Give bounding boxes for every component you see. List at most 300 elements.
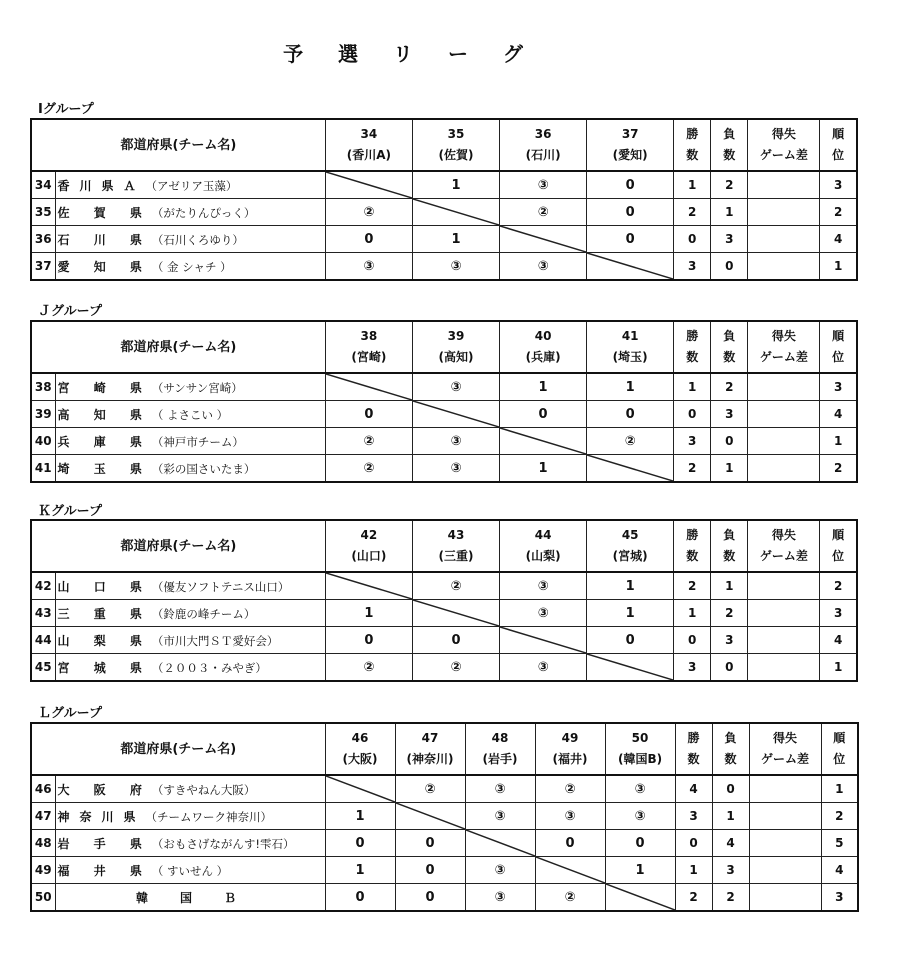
match-result: ③	[535, 803, 605, 830]
game-diff-cell	[748, 226, 820, 253]
losses-header-line: 負	[723, 127, 736, 141]
table-row	[31, 455, 857, 483]
team-cell	[55, 373, 325, 401]
match-result: 1	[500, 455, 587, 483]
prefecture-name: 大 阪 府	[57, 782, 152, 797]
self-match-diagonal	[325, 572, 412, 600]
match-result: 0	[605, 830, 675, 857]
wins-cell: 0	[674, 226, 711, 253]
team-cell	[55, 857, 325, 884]
opponent-number: 47	[421, 731, 439, 745]
game-diff-header-line: 得失	[771, 528, 796, 542]
match-result: ③	[412, 373, 499, 401]
group-label: Ⅰグループ	[38, 102, 94, 117]
losses-cell: 3	[711, 226, 748, 253]
opponent-column-header	[605, 723, 675, 775]
self-match-diagonal	[325, 775, 395, 803]
wins-cell: 1	[674, 373, 711, 401]
game-diff-cell	[748, 373, 820, 401]
match-result: ②	[500, 199, 587, 226]
match-result: 0	[325, 884, 395, 912]
wins-header-line: 勝	[686, 528, 699, 542]
opponent-number: 49	[561, 731, 579, 745]
team-name: （すきやねん大阪）	[151, 782, 256, 797]
team-cell	[55, 830, 325, 857]
wins-cell: 3	[674, 428, 711, 455]
diagonal-line	[536, 857, 605, 883]
losses-cell: 2	[711, 600, 748, 627]
team-cell	[55, 171, 325, 199]
losses-cell: 3	[711, 401, 748, 428]
match-result: ②	[325, 455, 412, 483]
table-row	[31, 199, 857, 226]
rank-header-line: 位	[832, 148, 845, 162]
wins-cell: 3	[675, 803, 712, 830]
game-diff-header-line: ゲーム差	[759, 350, 808, 364]
opponent-column-header	[500, 520, 587, 572]
diagonal-line	[413, 401, 499, 427]
losses-header-line: 数	[723, 148, 736, 162]
game-diff-cell	[748, 572, 820, 600]
team-number: 50	[31, 884, 55, 912]
match-result: 0	[535, 830, 605, 857]
team-name: （２００３・みやぎ）	[151, 660, 267, 675]
match-result: ②	[325, 428, 412, 455]
losses-cell: 4	[712, 830, 749, 857]
game-diff-cell	[749, 830, 821, 857]
match-result: ②	[535, 775, 605, 803]
game-diff-cell	[748, 600, 820, 627]
match-result: ②	[535, 884, 605, 912]
game-diff-header-line: ゲーム差	[759, 549, 808, 563]
wins-cell: 2	[675, 884, 712, 912]
team-number: 46	[31, 775, 55, 803]
team-name: （ よさこい ）	[151, 407, 229, 422]
wins-cell: 0	[675, 830, 712, 857]
match-result: 0	[325, 226, 412, 253]
rank-header-line: 位	[833, 752, 846, 766]
group-table	[30, 519, 858, 682]
game-diff-cell	[748, 401, 820, 428]
wins-cell: 2	[674, 572, 711, 600]
losses-cell: 3	[712, 857, 749, 884]
game-diff-cell	[749, 884, 821, 912]
team-name: （神戸市チーム）	[151, 434, 244, 449]
match-result: ③	[465, 857, 535, 884]
losses-cell: 0	[711, 654, 748, 682]
team-cell	[55, 775, 325, 803]
match-result: 1	[587, 373, 674, 401]
self-match-diagonal	[587, 455, 674, 483]
table-row	[31, 428, 857, 455]
game-diff-header	[748, 321, 820, 373]
match-result: ③	[465, 884, 535, 912]
table-row	[31, 654, 857, 682]
group-label: Ｊグループ	[38, 304, 102, 319]
rank-cell: 1	[821, 775, 858, 803]
team-cell	[55, 428, 325, 455]
team-number: 37	[31, 253, 55, 281]
rank-header	[820, 321, 857, 373]
team-cell	[55, 455, 325, 483]
team-number: 35	[31, 199, 55, 226]
losses-header	[711, 520, 748, 572]
rank-header-line: 順	[832, 127, 845, 141]
header-row	[31, 119, 857, 171]
diagonal-line	[587, 455, 673, 481]
header-row	[31, 520, 857, 572]
opponent-number: 45	[621, 528, 639, 542]
rank-cell: 3	[821, 884, 858, 912]
self-match-diagonal	[395, 803, 465, 830]
table-row	[31, 857, 858, 884]
team-name: （チームワーク神奈川）	[145, 809, 273, 824]
match-result: ③	[412, 428, 499, 455]
diagonal-line	[396, 803, 465, 829]
team-name: （ すいせん ）	[151, 863, 229, 878]
wins-cell: 4	[675, 775, 712, 803]
opponent-name: (福井)	[552, 752, 588, 766]
group-label: Ｌグループ	[38, 706, 102, 721]
rank-cell: 1	[820, 253, 857, 281]
match-result: 0	[325, 830, 395, 857]
opponent-column-header	[325, 119, 412, 171]
game-diff-cell	[748, 455, 820, 483]
losses-header-line: 数	[723, 350, 736, 364]
wins-cell: 1	[674, 171, 711, 199]
table-row	[31, 600, 857, 627]
team-cell	[55, 600, 325, 627]
opponent-column-header	[325, 321, 412, 373]
opponent-number: 48	[491, 731, 509, 745]
losses-cell: 0	[712, 775, 749, 803]
team-cell	[55, 253, 325, 281]
opponent-name: (兵庫)	[525, 350, 561, 364]
team-name: （彩の国さいたま）	[151, 461, 256, 476]
opponent-number: 38	[360, 329, 378, 343]
self-match-diagonal	[605, 884, 675, 912]
table-row	[31, 572, 857, 600]
match-result: ③	[500, 600, 587, 627]
table-row	[31, 803, 858, 830]
losses-cell: 2	[712, 884, 749, 912]
wins-header-line: 数	[686, 350, 699, 364]
group-table	[30, 320, 858, 483]
match-result: 0	[325, 401, 412, 428]
diagonal-line	[466, 830, 535, 856]
opponent-name: (香川A)	[346, 148, 392, 162]
table-row	[31, 627, 857, 654]
table-row	[31, 830, 858, 857]
team-cell	[55, 654, 325, 682]
wins-header	[674, 520, 711, 572]
team-name: （ 金 シャチ ）	[151, 259, 232, 274]
self-match-diagonal	[325, 171, 412, 199]
rank-header	[820, 520, 857, 572]
prefecture-name: 岩 手 県	[57, 836, 152, 851]
prefecture-name: 香川県Ａ	[57, 178, 146, 193]
prefecture-name: 埼 玉 県	[57, 461, 152, 476]
prefecture-name: 兵 庫 県	[57, 434, 152, 449]
table-row	[31, 226, 857, 253]
losses-cell: 2	[711, 373, 748, 401]
group-table	[30, 118, 858, 281]
match-result: ③	[500, 171, 587, 199]
match-result: 1	[605, 857, 675, 884]
rank-cell: 1	[820, 654, 857, 682]
prefecture-name: 愛 知 県	[57, 259, 152, 274]
team-name: （おもさげながんす!雫石）	[151, 836, 295, 851]
match-result: 0	[587, 171, 674, 199]
wins-cell: 3	[674, 253, 711, 281]
game-diff-header-line: ゲーム差	[761, 752, 810, 766]
rank-cell: 3	[820, 171, 857, 199]
match-result: 0	[500, 401, 587, 428]
match-result: 1	[587, 600, 674, 627]
wins-header	[675, 723, 712, 775]
diagonal-line	[500, 627, 586, 653]
wins-header	[674, 321, 711, 373]
match-result: ②	[587, 428, 674, 455]
prefecture-name: 石 川 県	[57, 232, 152, 247]
opponent-column-header	[587, 119, 674, 171]
match-result: 1	[325, 600, 412, 627]
team-number: 41	[31, 455, 55, 483]
group-label: Ｋグループ	[38, 504, 102, 519]
wins-header-line: 勝	[686, 329, 699, 343]
team-number: 40	[31, 428, 55, 455]
table-row	[31, 171, 857, 199]
opponent-name: (神奈川)	[406, 752, 454, 766]
losses-header-line: 数	[723, 549, 736, 563]
match-result: ③	[465, 775, 535, 803]
match-result: ③	[500, 654, 587, 682]
wins-header-line: 数	[686, 549, 699, 563]
game-diff-cell	[748, 171, 820, 199]
losses-cell: 3	[711, 627, 748, 654]
losses-cell: 1	[712, 803, 749, 830]
self-match-diagonal	[500, 226, 587, 253]
opponent-name: (佐賀)	[438, 148, 474, 162]
opponent-number: 34	[360, 127, 378, 141]
losses-cell: 2	[711, 171, 748, 199]
wins-cell: 1	[675, 857, 712, 884]
opponent-column-header	[465, 723, 535, 775]
rank-cell: 2	[821, 803, 858, 830]
wins-cell: 1	[674, 600, 711, 627]
opponent-number: 42	[360, 528, 378, 542]
team-number: 42	[31, 572, 55, 600]
self-match-diagonal	[412, 401, 499, 428]
game-diff-header	[749, 723, 821, 775]
team-number: 34	[31, 171, 55, 199]
match-result: 1	[587, 572, 674, 600]
rank-header-line: 順	[832, 329, 845, 343]
team-column-header: 都道府県(チーム名)	[31, 520, 325, 572]
opponent-number: 35	[447, 127, 465, 141]
opponent-name: (山梨)	[525, 549, 561, 563]
opponent-name: (埼玉)	[612, 350, 648, 364]
game-diff-header-line: 得失	[773, 731, 798, 745]
prefecture-name: 高 知 県	[57, 407, 152, 422]
team-cell	[55, 884, 325, 912]
match-result: ③	[605, 775, 675, 803]
wins-header-line: 勝	[687, 731, 700, 745]
opponent-name: (愛知)	[612, 148, 648, 162]
diagonal-line	[326, 374, 412, 400]
game-diff-header-line: 得失	[771, 329, 796, 343]
match-result: 1	[412, 171, 499, 199]
diagonal-line	[413, 600, 499, 626]
opponent-number: 43	[447, 528, 465, 542]
opponent-column-header	[412, 119, 499, 171]
rank-header	[820, 119, 857, 171]
match-result: 0	[395, 830, 465, 857]
team-cell	[55, 627, 325, 654]
self-match-diagonal	[587, 253, 674, 281]
prefecture-name: 山 口 県	[57, 579, 152, 594]
team-number: 44	[31, 627, 55, 654]
table-row	[31, 884, 858, 912]
opponent-number: 39	[447, 329, 465, 343]
opponent-number: 40	[534, 329, 552, 343]
wins-cell: 2	[674, 199, 711, 226]
match-result: ②	[395, 775, 465, 803]
match-result: 0	[412, 627, 499, 654]
rank-cell: 1	[820, 428, 857, 455]
losses-cell: 1	[711, 199, 748, 226]
rank-cell: 5	[821, 830, 858, 857]
game-diff-cell	[748, 627, 820, 654]
match-result: ②	[412, 654, 499, 682]
opponent-number: 50	[631, 731, 649, 745]
team-number: 49	[31, 857, 55, 884]
diagonal-line	[500, 226, 586, 252]
prefecture-name: 福 井 県	[57, 863, 152, 878]
game-diff-cell	[749, 803, 821, 830]
rank-cell: 2	[820, 572, 857, 600]
diagonal-line	[413, 199, 499, 225]
wins-cell: 0	[674, 401, 711, 428]
wins-cell: 2	[674, 455, 711, 483]
rank-cell: 3	[820, 600, 857, 627]
match-result: 0	[325, 627, 412, 654]
page-title: 予 選 リ ー グ	[283, 42, 537, 66]
team-name: （市川大門ＳＴ愛好会）	[151, 633, 279, 648]
diagonal-line	[587, 654, 673, 680]
team-column-header: 都道府県(チーム名)	[31, 119, 325, 171]
match-result: ③	[412, 253, 499, 281]
self-match-diagonal	[412, 199, 499, 226]
self-match-diagonal	[412, 600, 499, 627]
losses-header	[711, 119, 748, 171]
team-cell	[55, 199, 325, 226]
team-number: 45	[31, 654, 55, 682]
team-column-header: 都道府県(チーム名)	[31, 321, 325, 373]
self-match-diagonal	[535, 857, 605, 884]
wins-header-line: 数	[687, 752, 700, 766]
diagonal-line	[326, 776, 395, 802]
game-diff-cell	[749, 857, 821, 884]
match-result: 0	[587, 199, 674, 226]
team-cell	[55, 226, 325, 253]
wins-cell: 3	[674, 654, 711, 682]
table-row	[31, 401, 857, 428]
match-result: 1	[325, 803, 395, 830]
match-result: ②	[325, 199, 412, 226]
self-match-diagonal	[325, 373, 412, 401]
team-name: （石川くろゆり）	[151, 232, 244, 247]
match-result: 0	[395, 857, 465, 884]
game-diff-header-line: ゲーム差	[759, 148, 808, 162]
team-number: 39	[31, 401, 55, 428]
opponent-column-header	[535, 723, 605, 775]
match-result: ③	[500, 253, 587, 281]
team-number: 43	[31, 600, 55, 627]
wins-header	[674, 119, 711, 171]
opponent-column-header	[500, 119, 587, 171]
losses-header-line: 負	[723, 329, 736, 343]
diagonal-line	[326, 172, 412, 198]
game-diff-header	[748, 520, 820, 572]
team-number: 47	[31, 803, 55, 830]
match-result: 1	[500, 373, 587, 401]
opponent-name: (宮城)	[612, 549, 648, 563]
match-result: ③	[412, 455, 499, 483]
rank-cell: 4	[821, 857, 858, 884]
rank-cell: 2	[820, 455, 857, 483]
opponent-name: (韓国B)	[617, 752, 663, 766]
team-name: （鈴鹿の峰チーム）	[151, 606, 256, 621]
diagonal-line	[587, 253, 673, 279]
opponent-number: 37	[621, 127, 639, 141]
diagonal-line	[326, 573, 412, 599]
match-result: ②	[412, 572, 499, 600]
prefecture-name: 宮 崎 県	[57, 380, 152, 395]
team-name: （サンサン宮崎）	[151, 380, 243, 395]
rank-header	[821, 723, 858, 775]
opponent-column-header	[412, 321, 499, 373]
opponent-column-header	[587, 520, 674, 572]
opponent-number: 46	[351, 731, 369, 745]
team-number: 38	[31, 373, 55, 401]
opponent-column-header	[412, 520, 499, 572]
group-table	[30, 722, 859, 912]
opponent-number: 36	[534, 127, 552, 141]
rank-header-line: 位	[832, 549, 845, 563]
opponent-number: 41	[621, 329, 639, 343]
prefecture-name: 神奈川県	[57, 809, 146, 824]
opponent-name: (高知)	[438, 350, 474, 364]
opponent-column-header	[500, 321, 587, 373]
team-cell	[55, 401, 325, 428]
match-result: ③	[500, 572, 587, 600]
losses-header	[712, 723, 749, 775]
prefecture-name: 宮 城 県	[57, 660, 152, 675]
opponent-column-header	[587, 321, 674, 373]
self-match-diagonal	[465, 830, 535, 857]
game-diff-header	[748, 119, 820, 171]
self-match-diagonal	[587, 654, 674, 682]
team-name: （アゼリア玉藻）	[145, 178, 238, 193]
team-column-header: 都道府県(チーム名)	[31, 723, 325, 775]
table-row	[31, 775, 858, 803]
match-result: ②	[325, 654, 412, 682]
match-result: 1	[325, 857, 395, 884]
losses-header-line: 数	[724, 752, 737, 766]
match-result: ③	[605, 803, 675, 830]
team-name: （優友ソフトテニス山口）	[151, 579, 290, 594]
